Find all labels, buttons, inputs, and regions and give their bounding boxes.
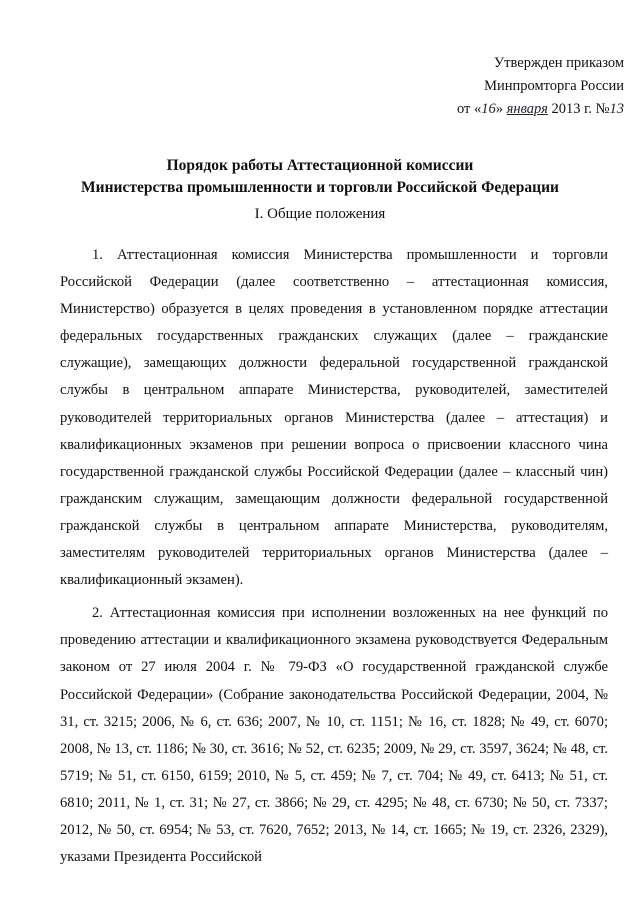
approval-year: 2013 г. № [547,101,610,117]
paragraph-1: 1. Аттестационная комиссия Министерства промышленности и торговли Российской Федерации (далее соответственно – аттестационная комиссия, Министерство) образуется в целях проведения в установленном порядке аттестации федеральных государственных гражданских служащих (далее – гражданские служащие), замещающих должности федеральной государственной гражданской службы в центральном аппарате Министерства, руководителей, заместителей руководителей территориальных органов Министерства (далее – аттестация) и квалификационных экзаменов при решении вопроса о присвоении классного чина государственной гражданской службы Российской Федерации (далее – классный чин) гражданским служащим, замещающим должности федеральной государственной гражданской службы в центральном аппарате Министерства, руководителям, заместителям руководителей территориальных органов Министерства (далее – квалификационный экзамен). [60,247,608,589]
section-heading: I. Общие положения [254,206,386,222]
approval-day-handwritten: 16 [481,101,496,117]
document-title [0,155,640,199]
approval-line-1: Утвержден приказом [493,55,624,71]
approval-month-handwritten: января [506,101,548,117]
title-line-1: Порядок работы Аттестационной комиссии [166,157,474,174]
approval-number-handwritten: 13 [609,101,624,117]
approval-stamp [444,52,624,121]
approval-date-sep: » [495,101,507,117]
document-body [60,242,608,877]
approval-date-line [444,98,624,121]
title-line-2: Министерства промышленности и торговли Российской Федерации [81,179,559,196]
paragraph-2: 2. Аттестационная комиссия при исполнении возложенных на нее функций по проведению аттестации и квалификационного экзамена руководствуется Федеральным законом от 27 июля 2004 г. № 79-ФЗ «О государственной гражданской службе Российской Федерации» (Собрание законодательства Российской Федерации, 2004, № 31, ст. 3215; 2006, № 6, ст. 636; 2007, № 10, ст. 1151; № 16, ст. 1828; № 49, ст. 6070; 2008, № 13, ст. 1186; № 30, ст. 3616; № 52, ст. 6235; 2009, № 29, ст. 3597, 3624; № 48, ст. 5719; № 51, ст. 6150, 6159; 2010, № 5, ст. 459; № 7, ст. 704; № 49, ст. 6413; № 51, ст. 6810; 2011, № 1, ст. 31; № 27, ст. 3866; № 29, ст. 4295; № 48, ст. 6730; № 50, ст. 7337; 2012, № 50, ст. 6954; № 53, ст. 7620, 7652; 2013, № 14, ст. 1665; № 19, ст. 2326, 2329), указами Президента Российской [60,605,608,866]
approval-line-2: Минпромторга России [484,78,624,94]
approval-date-prefix: от « [457,101,482,117]
